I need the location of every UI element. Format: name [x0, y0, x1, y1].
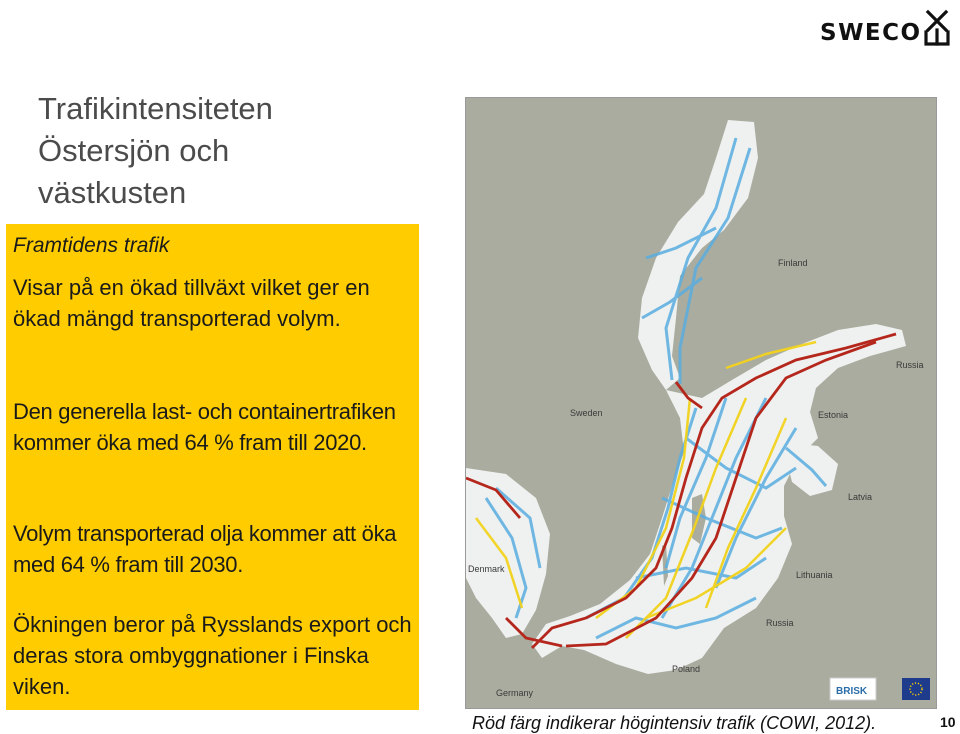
paragraph-russia-export: Ökningen beror på Rysslands export och deras stora ombyggnationer i Finska viken.	[13, 612, 412, 699]
paragraph-oil-volume: Volym transporterad olja kommer att öka med 64 % fram till 2030.	[13, 521, 397, 577]
brisk-text: BRISK	[836, 686, 868, 697]
map-caption: Röd färg indikerar högintensiv trafik (COWI, 2012).	[472, 713, 877, 733]
label-finland: Finland	[778, 258, 808, 268]
paragraph-container-traffic: Den generella last- och containertrafiken kommer öka med 64 % fram till 2020.	[13, 399, 396, 455]
label-denmark: Denmark	[468, 564, 505, 574]
label-russia-north: Russia	[896, 360, 924, 370]
baltic-traffic-map	[465, 97, 937, 709]
page-title	[38, 88, 438, 214]
sweco-mark-icon	[922, 8, 952, 48]
label-germany: Germany	[496, 688, 534, 698]
map-canvas	[466, 98, 936, 708]
brisk-badge	[830, 678, 876, 700]
label-estonia: Estonia	[818, 410, 849, 420]
panel-subtitle: Framtidens trafik	[13, 234, 170, 257]
title-line: Trafikintensiteten	[38, 91, 273, 126]
label-russia-south: Russia	[766, 618, 794, 628]
eu-flag-icon	[902, 678, 930, 700]
label-poland: Poland	[672, 664, 701, 674]
logo-text: SWECO	[820, 20, 922, 46]
title-line: Östersjön och	[38, 133, 230, 168]
label-sweden: Sweden	[570, 408, 603, 418]
label-latvia: Latvia	[848, 492, 873, 502]
page-number: 10	[940, 714, 956, 730]
label-lithuania: Lithuania	[796, 570, 833, 580]
sweco-logo	[820, 8, 952, 48]
paragraph-growth: Visar på en ökad tillväxt vilket ger en ökad mängd transporterad volym.	[13, 275, 370, 331]
title-line: västkusten	[38, 175, 187, 210]
